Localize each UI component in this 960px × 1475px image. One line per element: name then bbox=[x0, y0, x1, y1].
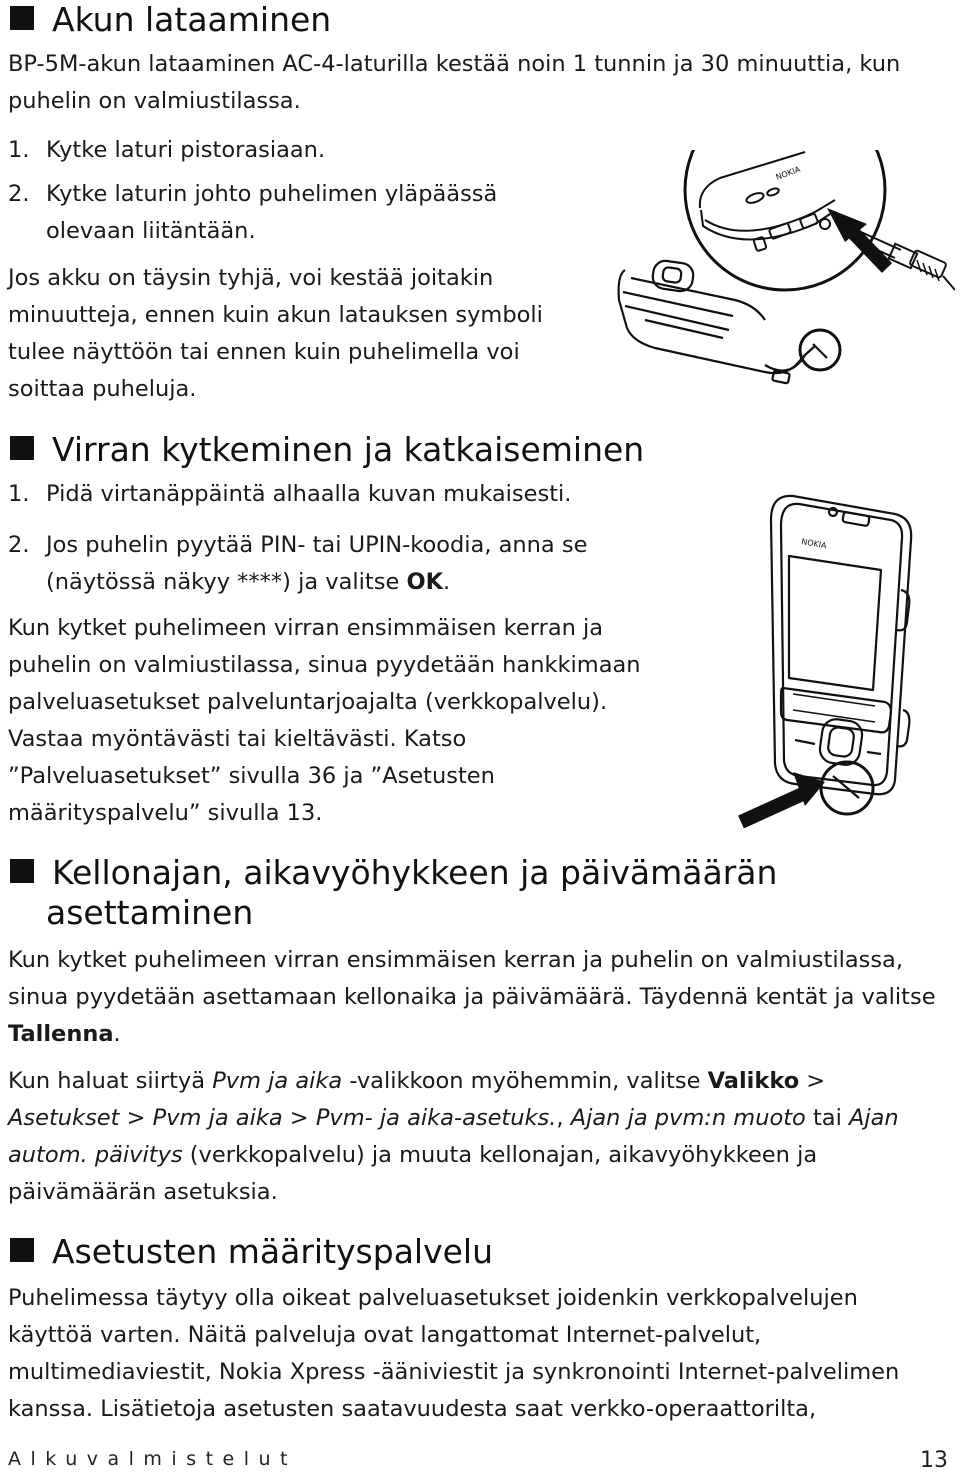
text-line: Puhelimessa täytyy olla oikeat palveluasetukset joidenkin verkkopalvelujen bbox=[8, 1285, 858, 1311]
heading-text: Akun lataaminen bbox=[52, 0, 332, 39]
heading-text: Kellonajan, aikavyöhykkeen ja päivämäärän bbox=[52, 853, 778, 892]
text-line: soittaa puheluja. bbox=[8, 376, 197, 402]
menu-command-label: Valikko bbox=[707, 1068, 800, 1094]
ok-softkey-label: OK bbox=[406, 569, 444, 595]
section-square-bullet bbox=[10, 436, 34, 460]
heading-battery-charging bbox=[10, 0, 331, 40]
menu-path-item: Ajan bbox=[848, 1105, 899, 1131]
step-text-continued bbox=[8, 564, 587, 601]
text-line: puhelin on valmiustilassa. bbox=[8, 88, 301, 114]
step-text: Pidä virtanäppäintä alhaalla kuvan mukaisesti. bbox=[46, 481, 572, 507]
step-number: 1. bbox=[8, 137, 30, 163]
text-part: > bbox=[119, 1105, 153, 1131]
power-step-1 bbox=[8, 476, 571, 513]
text-line: Jos akku on täysin tyhjä, voi kestää joitakin bbox=[8, 265, 494, 291]
section-square-bullet bbox=[10, 6, 34, 30]
text-line: käyttöä varten. Näitä palveluja ovat langattomat Internet-palvelut, bbox=[8, 1322, 762, 1348]
text-part: päivämäärän asetuksia. bbox=[8, 1179, 278, 1205]
menu-path-item: Pvm ja aika bbox=[212, 1068, 343, 1094]
text-part: > bbox=[282, 1105, 316, 1131]
charging-note bbox=[8, 260, 543, 408]
step-text: Jos puhelin pyytää PIN- tai UPIN-koodia, anna se bbox=[46, 532, 588, 558]
power-step-2 bbox=[8, 527, 587, 601]
heading-text-continued: asettaminen bbox=[46, 893, 254, 932]
power-key-illustration bbox=[735, 490, 925, 830]
text-line: tulee näyttöön tai ennen kuin puhelimella voi bbox=[8, 339, 520, 365]
text-line: määrityspalvelu” sivulla 13. bbox=[8, 800, 323, 826]
menu-path-item: Ajan ja pvm:n muoto bbox=[570, 1105, 806, 1131]
step-text-continued: olevaan liitäntään. bbox=[46, 218, 256, 244]
text-line: Kun kytket puhelimeen virran ensimmäisen kerran ja puhelin on valmiustilassa, bbox=[8, 947, 903, 973]
step-number: 2. bbox=[8, 532, 30, 558]
text-line: ”Palveluasetukset” sivulla 36 ja ”Asetusten bbox=[8, 763, 495, 789]
punctuation: . bbox=[113, 1021, 121, 1047]
text-part: , bbox=[556, 1105, 571, 1131]
save-command-label: Tallenna bbox=[8, 1021, 114, 1047]
text-part: (verkkopalvelu) ja muuta kellonajan, aikavyöhykkeen ja bbox=[182, 1142, 818, 1168]
charger-brand-label: NOKIA bbox=[774, 164, 802, 182]
step-text-part: (näytössä näkyy ****) ja valitse bbox=[46, 569, 407, 595]
footer-section-title: Alkuvalmistelut bbox=[8, 1448, 297, 1470]
charging-step-1 bbox=[8, 132, 325, 169]
heading-time-date-settings bbox=[10, 853, 777, 933]
menu-path-item: Pvm- ja aika-asetuks. bbox=[315, 1105, 557, 1131]
text-part: > bbox=[799, 1068, 826, 1094]
heading-configuration-service bbox=[10, 1232, 493, 1272]
charging-intro bbox=[8, 46, 900, 120]
text-line: Vastaa myöntävästi tai kieltävästi. Katso bbox=[8, 726, 467, 752]
text-line: palveluasetukset palveluntarjoajalta (verkkopalvelu). bbox=[8, 689, 608, 715]
text-part: -valikkoon myöhemmin, valitse bbox=[342, 1068, 708, 1094]
text-line: minuutteja, ennen kuin akun latauksen symboli bbox=[8, 302, 543, 328]
section-square-bullet bbox=[10, 1238, 34, 1262]
punctuation: . bbox=[443, 569, 451, 595]
section-square-bullet bbox=[10, 859, 34, 883]
text-line: multimediaviestit, Nokia Xpress -ääniviestit ja synkronointi Internet-palvelimen bbox=[8, 1359, 900, 1385]
heading-power-on-off bbox=[10, 430, 644, 470]
settings-paragraph bbox=[8, 1280, 899, 1428]
text-part: Kun haluat siirtyä bbox=[8, 1068, 213, 1094]
step-text: Kytke laturi pistorasiaan. bbox=[46, 137, 326, 163]
power-body bbox=[8, 610, 641, 832]
text-part: tai bbox=[805, 1105, 849, 1131]
charging-step-2 bbox=[8, 176, 497, 250]
step-number: 1. bbox=[8, 481, 30, 507]
menu-path-item: Pvm ja aika bbox=[152, 1105, 283, 1131]
text-line: BP-5M-akun lataaminen AC-4-laturilla kestää noin 1 tunnin ja 30 minuuttia, kun bbox=[8, 51, 901, 77]
phone-brand-label: NOKIA bbox=[800, 537, 828, 551]
step-number: 2. bbox=[8, 181, 30, 207]
clock-paragraph-1 bbox=[8, 942, 936, 1053]
text-line: Kun kytket puhelimeen virran ensimmäisen kerran ja bbox=[8, 615, 604, 641]
heading-text: Virran kytkeminen ja katkaiseminen bbox=[52, 430, 645, 469]
clock-paragraph-2 bbox=[8, 1063, 899, 1211]
text-line: puhelin on valmiustilassa, sinua pyydetään hankkimaan bbox=[8, 652, 641, 678]
text-line: kanssa. Lisätietoja asetusten saatavuudesta saat verkko-operaattorilta, bbox=[8, 1396, 817, 1422]
step-text: Kytke laturin johto puhelimen yläpäässä bbox=[46, 181, 498, 207]
heading-text: Asetusten määrityspalvelu bbox=[52, 1232, 494, 1271]
menu-path-item: autom. päivitys bbox=[8, 1142, 183, 1168]
text-line: sinua pyydetään asettamaan kellonaika ja päivämäärä. Täydennä kentät ja valitse bbox=[8, 984, 936, 1010]
menu-path-item: Asetukset bbox=[8, 1105, 120, 1131]
charger-connection-illustration bbox=[605, 150, 955, 410]
footer-page-number: 13 bbox=[920, 1448, 948, 1473]
